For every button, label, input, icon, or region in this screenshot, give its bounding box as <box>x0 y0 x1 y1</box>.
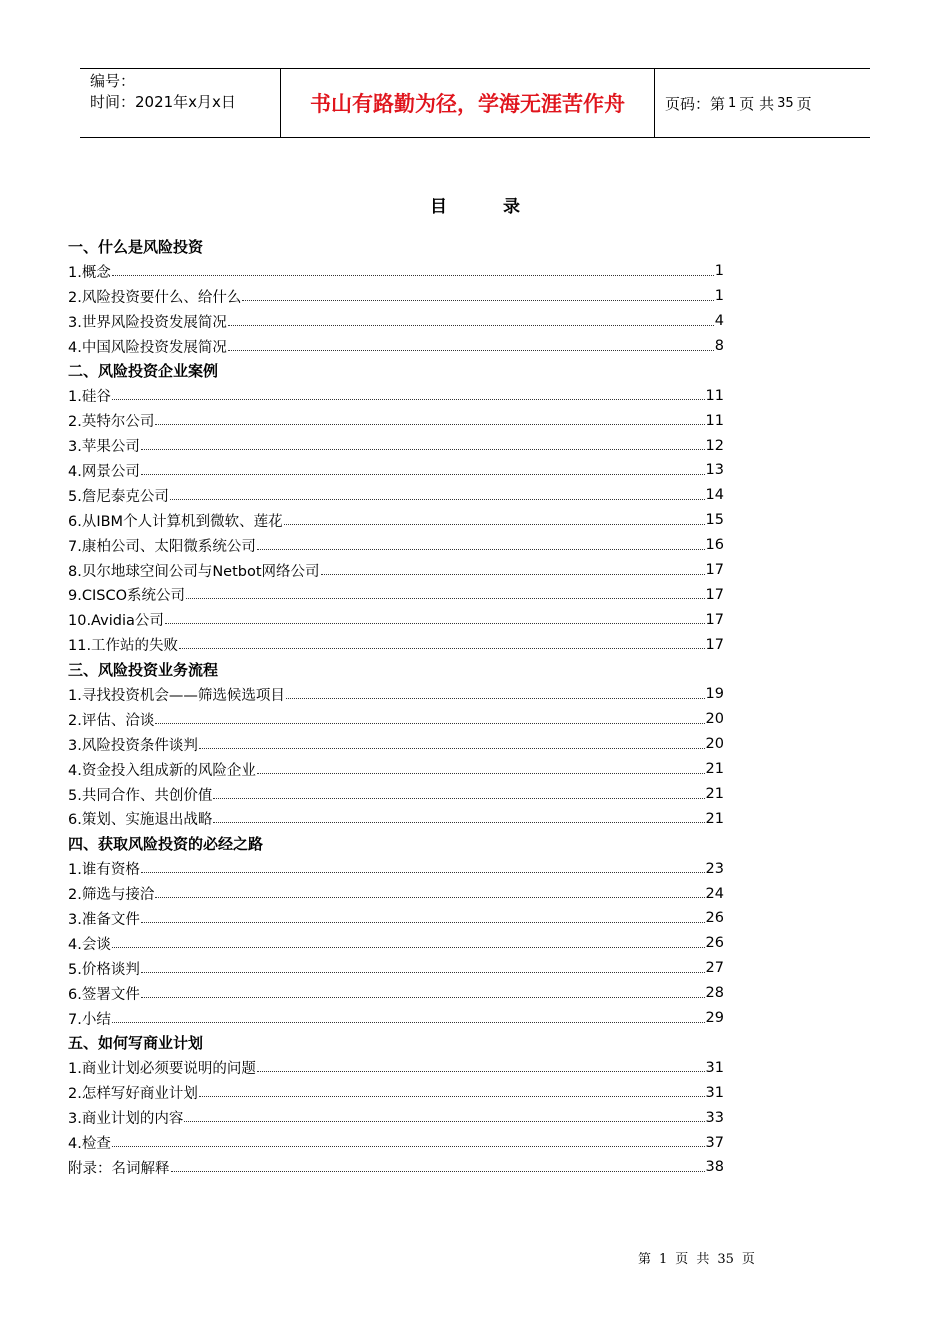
toc-dot-leader <box>284 524 705 525</box>
toc-entry-page: 11 <box>705 412 724 429</box>
toc-entry-label: 1.商业计划必须要说明的问题 <box>68 1061 256 1078</box>
toc-dot-leader <box>141 474 705 475</box>
toc-entry-page: 12 <box>705 437 724 454</box>
toc-dot-leader <box>112 1022 705 1023</box>
toc-entry-label: 4.会谈 <box>68 936 111 953</box>
toc-entry-label: 11.工作站的失败 <box>68 638 179 655</box>
toc-entry[interactable] <box>68 1055 724 1080</box>
toc-entry-label: 6.策划、实施退出战略 <box>68 812 213 829</box>
toc-entry[interactable] <box>68 259 724 284</box>
toc-entry-label: 5.詹尼泰克公司 <box>68 488 169 505</box>
toc-entry-label: 1.寻找投资机会——筛选候选项目 <box>68 687 285 704</box>
toc-entry-page: 17 <box>705 636 724 653</box>
toc-dot-leader <box>184 1121 704 1122</box>
toc-entry-label: 8.贝尔地球空间公司与Netbot网络公司 <box>68 563 320 580</box>
toc-entry-page: 17 <box>705 562 724 579</box>
toc-entry-label: 4.资金投入组成新的风险企业 <box>68 762 256 779</box>
toc-dot-leader <box>186 598 705 599</box>
toc-entry[interactable] <box>68 1130 724 1155</box>
footer-suffix: 页 <box>741 1252 755 1267</box>
header-page-prefix: 页码：第 <box>665 94 726 113</box>
toc-dot-leader <box>141 872 705 873</box>
toc-dot-leader <box>141 972 705 973</box>
toc-entry[interactable] <box>68 558 724 583</box>
header-meta-cell <box>80 69 281 137</box>
toc-entry[interactable] <box>68 682 724 707</box>
page-footer <box>638 1248 763 1267</box>
toc-dot-leader <box>165 623 705 624</box>
toc-entry[interactable] <box>68 1105 724 1130</box>
toc-section-heading <box>68 234 724 259</box>
toc-entry-page: 15 <box>705 512 724 529</box>
toc-entry-label: 2.英特尔公司 <box>68 414 155 431</box>
toc-entry-label: 4.中国风险投资发展简况 <box>68 339 227 356</box>
toc-entry-label: 3.苹果公司 <box>68 439 140 456</box>
toc-entry-page: 21 <box>705 761 724 778</box>
footer-prefix: 第 <box>638 1252 652 1267</box>
toc-entry-page: 37 <box>705 1134 724 1151</box>
toc-entry[interactable] <box>68 458 724 483</box>
toc-dot-leader <box>228 350 714 351</box>
toc-entry[interactable] <box>68 906 724 931</box>
toc-entry-page: 14 <box>705 487 724 504</box>
toc-entry-page: 11 <box>705 387 724 404</box>
toc-entry[interactable] <box>68 1080 724 1105</box>
header-page-mid: 页 共 <box>739 94 775 113</box>
toc-entry-label: 附录：名词解释 <box>68 1160 170 1177</box>
toc-entry[interactable] <box>68 383 724 408</box>
toc-entry[interactable] <box>68 782 724 807</box>
toc-entry-page: 13 <box>705 462 724 479</box>
toc-entry-label: 5.价格谈判 <box>68 961 140 978</box>
toc-entry-page: 17 <box>705 611 724 628</box>
toc-section-heading <box>68 358 724 383</box>
toc-dot-leader <box>286 698 705 699</box>
toc-entry-label: 7.小结 <box>68 1011 111 1028</box>
toc-dot-leader <box>112 1146 705 1147</box>
footer-current: 1 <box>659 1252 668 1267</box>
toc-entry[interactable] <box>68 284 724 309</box>
footer-total-prefix: 共 <box>696 1252 710 1267</box>
footer-mid: 页 <box>675 1252 689 1267</box>
header-page-current: 1 <box>728 95 737 111</box>
toc-entry-page: 29 <box>705 1010 724 1027</box>
toc-entry[interactable] <box>68 1155 724 1180</box>
toc-entry-page: 19 <box>705 686 724 703</box>
toc-entry-label: 五、如何写商业计划 <box>68 1034 204 1053</box>
toc-entry-page: 1 <box>714 263 724 280</box>
toc-entry-label: 6.签署文件 <box>68 986 140 1003</box>
toc-dot-leader <box>179 648 704 649</box>
toc-entry[interactable] <box>68 1006 724 1031</box>
toc-entry[interactable] <box>68 508 724 533</box>
document-header <box>80 68 870 138</box>
toc-entry-label: 3.准备文件 <box>68 911 140 928</box>
toc-entry-page: 26 <box>705 910 724 927</box>
toc-dot-leader <box>141 449 705 450</box>
table-of-contents <box>68 234 724 1180</box>
page-title: 目录 <box>430 197 576 217</box>
toc-entry-page: 33 <box>705 1109 724 1126</box>
toc-dot-leader <box>141 997 705 998</box>
toc-entry-label: 6.从IBM个人计算机到微软、莲花 <box>68 513 283 530</box>
toc-entry[interactable] <box>68 806 724 831</box>
toc-section-heading <box>68 831 724 856</box>
toc-entry-page: 20 <box>705 736 724 753</box>
toc-entry[interactable] <box>68 408 724 433</box>
toc-entry-label: 3.世界风险投资发展简况 <box>68 314 227 331</box>
toc-entry-page: 23 <box>705 860 724 877</box>
toc-entry-page: 17 <box>705 586 724 603</box>
toc-entry-label: 5.共同合作、共创价值 <box>68 787 213 804</box>
toc-entry-page: 24 <box>705 885 724 902</box>
toc-dot-leader <box>155 897 704 898</box>
footer-total: 35 <box>717 1252 734 1267</box>
document-time-label: 时间：2021年x月x日 <box>90 93 236 111</box>
toc-entry-label: 2.筛选与接洽 <box>68 887 155 904</box>
toc-entry-page: 1 <box>714 288 724 305</box>
toc-dot-leader <box>257 773 705 774</box>
toc-entry[interactable] <box>68 931 724 956</box>
toc-entry-page: 26 <box>705 935 724 952</box>
toc-entry-label: 2.评估、洽谈 <box>68 712 155 729</box>
toc-entry-label: 7.康柏公司、太阳微系统公司 <box>68 538 256 555</box>
toc-dot-leader <box>171 1171 705 1172</box>
toc-entry[interactable] <box>68 707 724 732</box>
toc-entry-page: 31 <box>705 1084 724 1101</box>
document-number-label: 编号： <box>90 72 136 90</box>
toc-entry[interactable] <box>68 533 724 558</box>
toc-dot-leader <box>199 1096 705 1097</box>
toc-entry[interactable] <box>68 856 724 881</box>
toc-entry-label: 二、风险投资企业案例 <box>68 362 219 381</box>
toc-dot-leader <box>257 1071 705 1072</box>
toc-dot-leader <box>155 723 704 724</box>
toc-entry-label: 四、获取风险投资的必经之路 <box>68 835 264 854</box>
toc-entry[interactable] <box>68 981 724 1006</box>
toc-entry[interactable] <box>68 582 724 607</box>
toc-dot-leader <box>257 549 705 550</box>
toc-entry-label: 9.CISCO系统公司 <box>68 588 185 605</box>
toc-dot-leader <box>213 822 704 823</box>
toc-entry-page: 16 <box>705 537 724 554</box>
toc-entry[interactable] <box>68 607 724 632</box>
toc-entry[interactable] <box>68 483 724 508</box>
toc-entry-label: 1.谁有资格 <box>68 862 140 879</box>
toc-entry-page: 20 <box>705 711 724 728</box>
toc-entry-label: 一、什么是风险投资 <box>68 237 204 256</box>
toc-entry[interactable] <box>68 433 724 458</box>
toc-entry[interactable] <box>68 956 724 981</box>
toc-entry-page: 27 <box>705 960 724 977</box>
toc-dot-leader <box>199 748 705 749</box>
toc-dot-leader <box>321 574 705 575</box>
toc-entry-page: 38 <box>705 1159 724 1176</box>
toc-entry-page: 21 <box>705 786 724 803</box>
toc-entry-page: 8 <box>714 338 724 354</box>
toc-dot-leader <box>242 300 713 301</box>
toc-entry[interactable] <box>68 334 724 359</box>
toc-entry[interactable] <box>68 309 724 334</box>
toc-entry-label: 2.怎样写好商业计划 <box>68 1086 198 1103</box>
toc-entry-page: 31 <box>705 1059 724 1076</box>
header-page-info <box>655 69 870 137</box>
toc-entry-label: 10.Avidia公司 <box>68 613 164 630</box>
toc-entry-page: 21 <box>705 810 724 827</box>
toc-entry-label: 三、风险投资业务流程 <box>68 661 219 680</box>
toc-section-heading <box>68 657 724 682</box>
toc-dot-leader <box>112 275 714 276</box>
toc-entry-page: 28 <box>705 985 724 1002</box>
toc-entry[interactable] <box>68 632 724 657</box>
toc-entry-label: 1.概念 <box>68 264 111 281</box>
toc-dot-leader <box>141 922 705 923</box>
toc-dot-leader <box>170 499 705 500</box>
toc-entry-page: 4 <box>714 313 724 330</box>
toc-entry-label: 2.风险投资要什么、给什么 <box>68 289 242 306</box>
toc-entry[interactable] <box>68 732 724 757</box>
header-motto: 书山有路勤为径，学海无涯苦作舟 <box>281 69 655 137</box>
toc-entry-label: 3.风险投资条件谈判 <box>68 737 198 754</box>
toc-entry-label: 4.网景公司 <box>68 463 140 480</box>
toc-entry-label: 1.硅谷 <box>68 389 111 406</box>
toc-dot-leader <box>228 325 714 326</box>
toc-dot-leader <box>112 947 705 948</box>
header-page-suffix: 页 <box>796 94 812 113</box>
toc-entry[interactable] <box>68 881 724 906</box>
toc-dot-leader <box>155 424 704 425</box>
toc-dot-leader <box>112 399 705 400</box>
header-page-total: 35 <box>777 95 794 111</box>
toc-entry-label: 3.商业计划的内容 <box>68 1111 184 1128</box>
toc-section-heading <box>68 1031 724 1056</box>
toc-entry-label: 4.检查 <box>68 1136 111 1152</box>
toc-entry[interactable] <box>68 757 724 782</box>
toc-dot-leader <box>213 798 704 799</box>
